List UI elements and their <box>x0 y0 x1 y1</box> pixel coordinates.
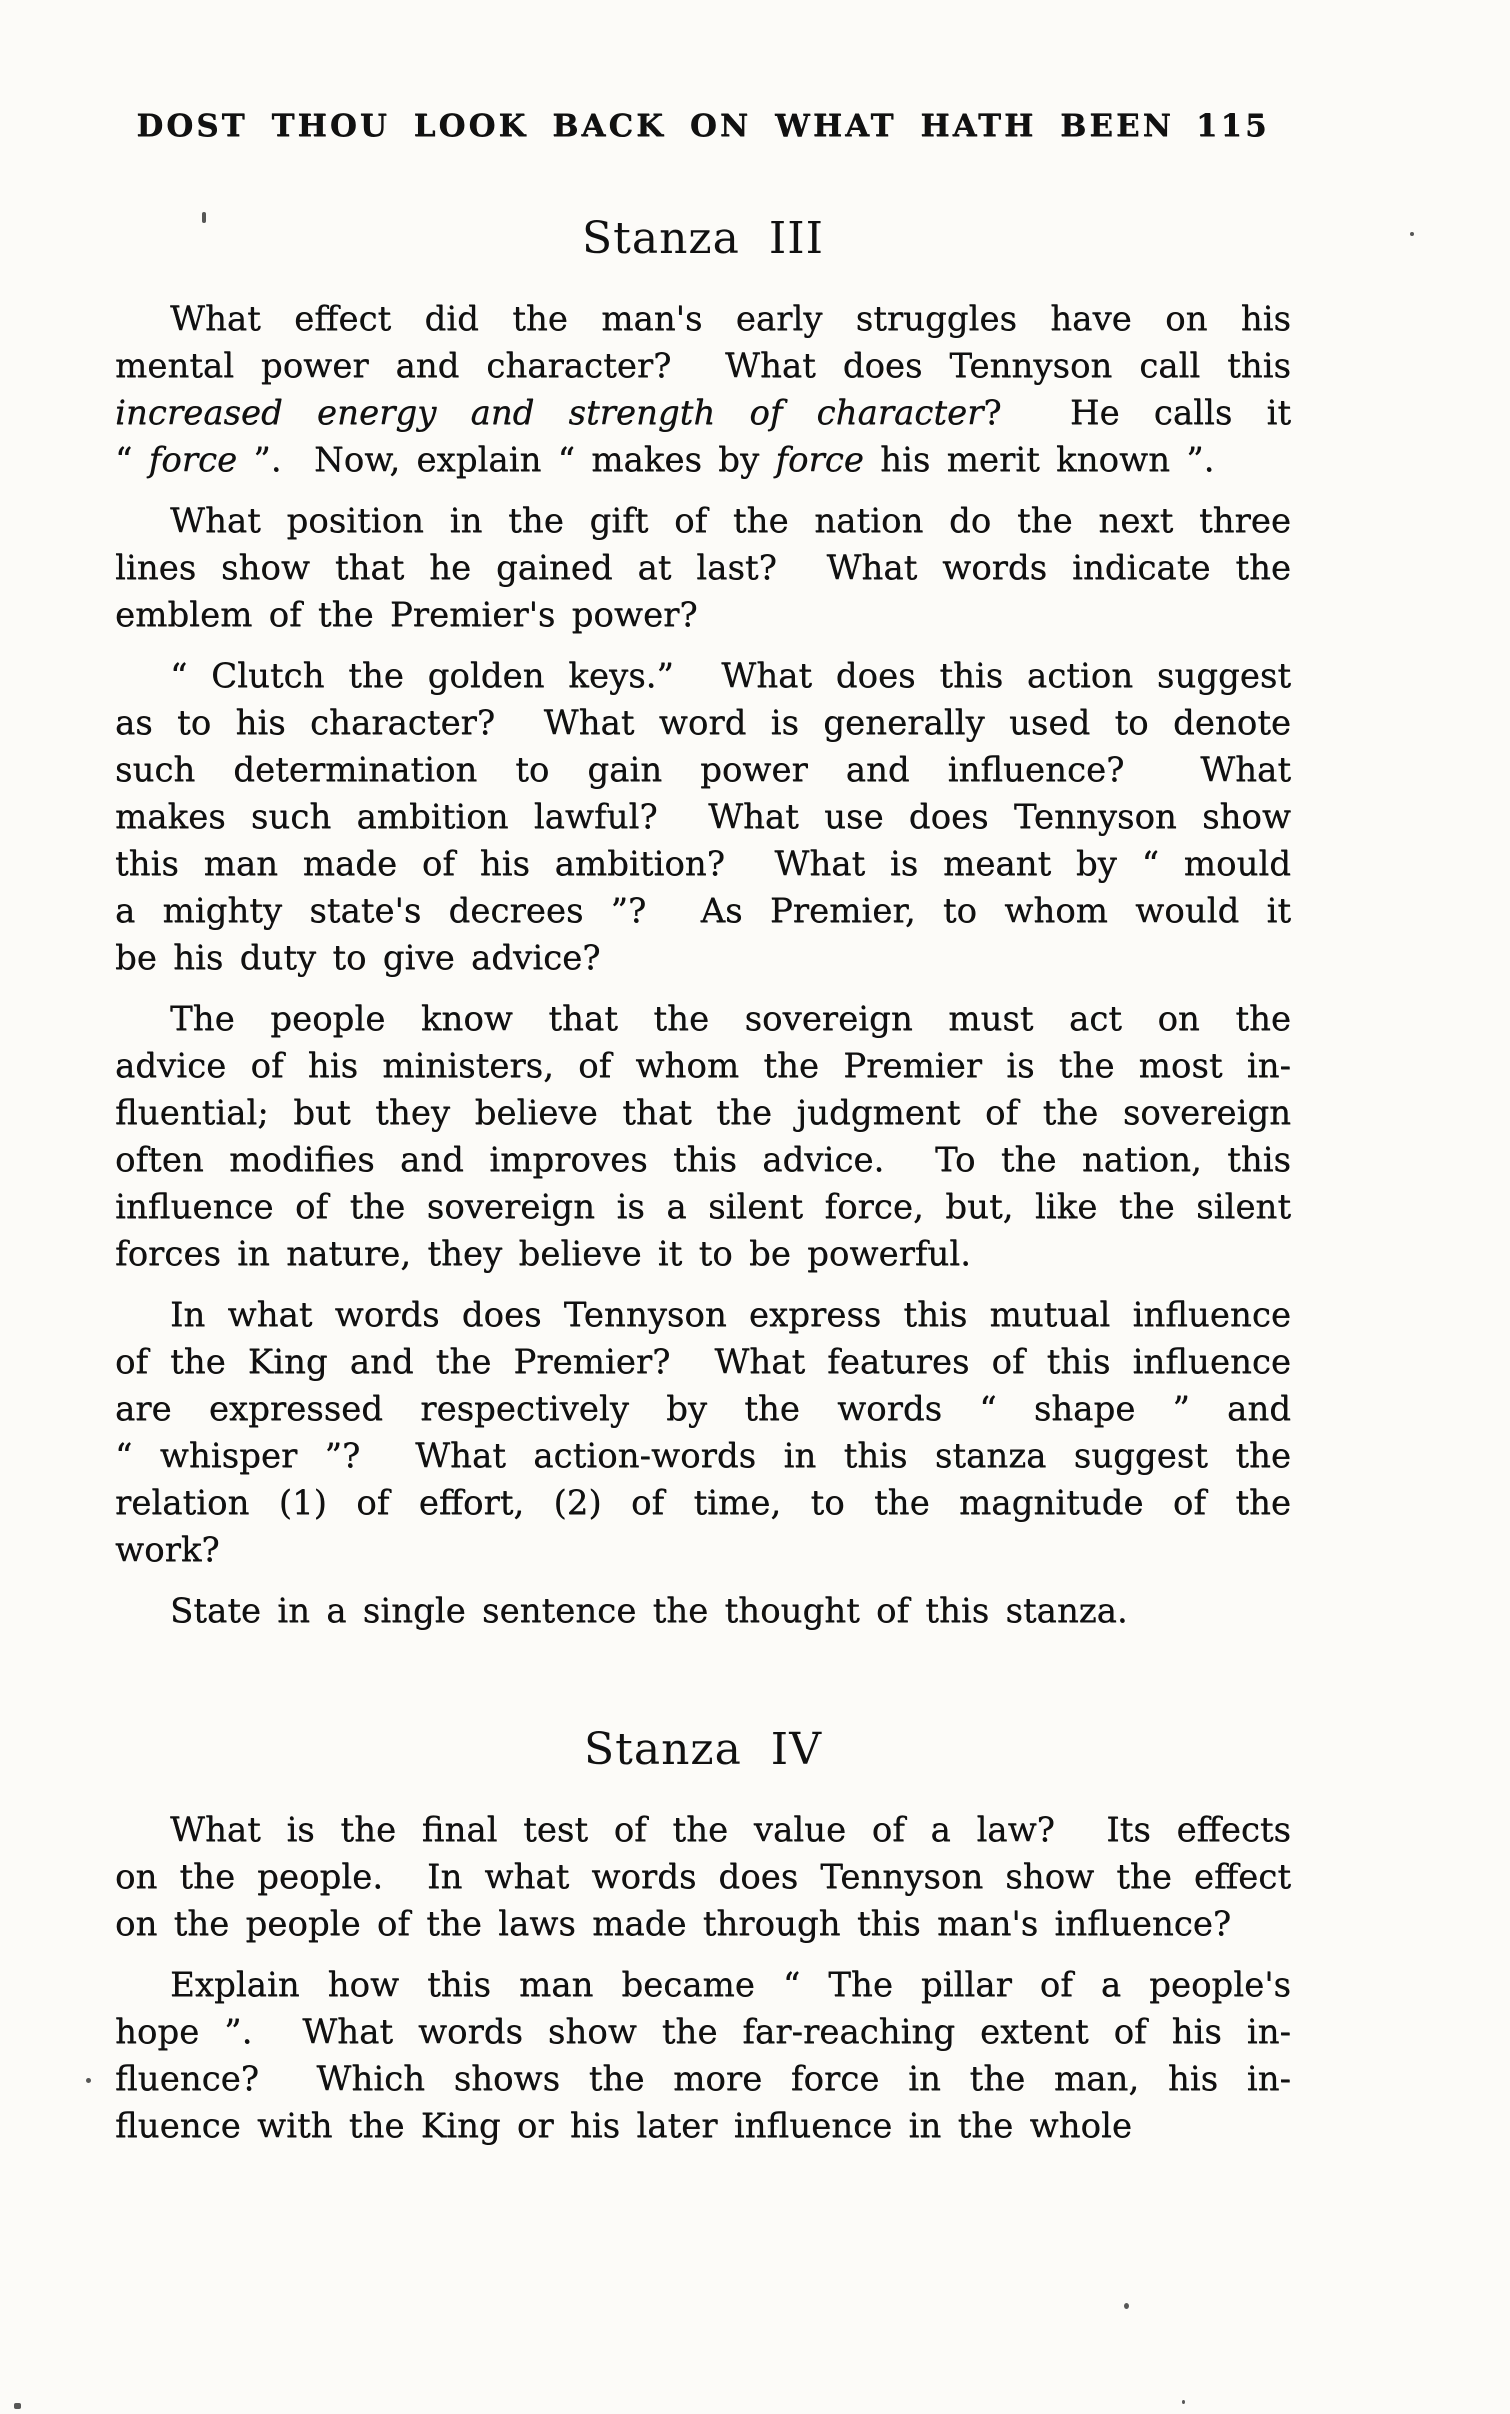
text-line <box>115 1090 1291 1137</box>
text-segment: In what words does Tennyson express this mutual influence <box>170 1295 1291 1335</box>
text-segment: “ <box>115 440 149 480</box>
scan-speck <box>1182 2400 1185 2404</box>
text-line <box>115 996 1291 1043</box>
text-segment: What effect did the man's early struggles have on his <box>170 299 1291 339</box>
text-segment: “ Clutch the golden keys.” What does this action suggest <box>170 656 1291 696</box>
italic-text-segment: force <box>775 440 864 480</box>
section-stanza-4 <box>115 1723 1291 2150</box>
scan-speck <box>202 212 206 223</box>
italic-text-segment: force <box>148 440 238 480</box>
text-segment: Explain how this man became “ The pillar of a people's <box>170 1965 1291 2005</box>
text-segment: emblem of the Premier's power? <box>115 595 698 635</box>
text-segment: The people know that the sovereign must act on the <box>170 999 1291 1039</box>
text-segment: fluence with the King or his later influence in the whole <box>115 2106 1132 2146</box>
text-line <box>115 1433 1291 1480</box>
text-line <box>115 700 1291 747</box>
text-line <box>115 1043 1291 1090</box>
text-line <box>115 1184 1291 1231</box>
italic-text-segment: increased energy and strength of character <box>115 393 984 433</box>
paragraph <box>115 1588 1291 1635</box>
text-line <box>115 935 1291 982</box>
text-line <box>115 1480 1291 1527</box>
running-head-title: DOST THOU LOOK BACK ON WHAT HATH BEEN <box>136 108 1174 144</box>
text-line <box>115 1292 1291 1339</box>
text-line <box>115 498 1291 545</box>
running-head <box>115 106 1291 146</box>
text-segment: on the people of the laws made through this man's influence? <box>115 1904 1232 1944</box>
text-segment: forces in nature, they believe it to be powerful. <box>115 1234 971 1274</box>
stanza-4-heading: Stanza IV <box>584 1724 822 1775</box>
text-segment: relation (1) of effort, (2) of time, to the magnitude of the <box>115 1483 1291 1523</box>
text-line <box>115 841 1291 888</box>
paragraph <box>115 1807 1291 1948</box>
text-line <box>115 592 1291 639</box>
text-line <box>115 1339 1291 1386</box>
text-segment: his merit known ”. <box>863 440 1215 480</box>
text-line <box>115 888 1291 935</box>
text-line <box>115 1231 1291 1278</box>
text-line <box>115 794 1291 841</box>
text-line <box>115 390 1291 437</box>
scan-speck <box>1124 2303 1129 2309</box>
text-segment: mental power and character? What does Tennyson call this <box>115 346 1291 386</box>
text-line <box>115 1386 1291 1433</box>
text-column <box>115 0 1291 2150</box>
text-segment: of the King and the Premier? What features of this influence <box>115 1342 1291 1382</box>
text-segment: be his duty to give advice? <box>115 938 601 978</box>
text-line <box>115 1807 1291 1854</box>
text-segment: What position in the gift of the nation do the next three <box>170 501 1291 541</box>
text-line <box>115 1901 1291 1948</box>
text-segment: as to his character? What word is generally used to denote <box>115 703 1291 743</box>
stanza-3-heading: Stanza III <box>582 213 824 264</box>
text-segment: fluence? Which shows the more force in the man, his in- <box>115 2059 1291 2099</box>
scan-speck <box>14 2403 21 2409</box>
text-segment: a mighty state's decrees ”? As Premier, to whom would it <box>115 891 1291 931</box>
paragraph <box>115 1962 1291 2150</box>
stanza-3-paragraphs <box>115 296 1291 1635</box>
text-segment: advice of his ministers, of whom the Premier is the most in- <box>115 1046 1291 1086</box>
scan-speck <box>86 2078 91 2083</box>
text-line <box>115 1588 1291 1635</box>
text-line <box>115 437 1291 484</box>
text-segment: lines show that he gained at last? What words indicate the <box>115 548 1291 588</box>
scan-speck <box>1410 232 1414 236</box>
text-segment: ”. Now, explain “ makes by <box>237 440 776 480</box>
paragraph <box>115 1292 1291 1574</box>
text-segment: such determination to gain power and influence? What <box>115 750 1291 790</box>
text-line <box>115 545 1291 592</box>
text-line <box>115 2009 1291 2056</box>
text-line <box>115 1854 1291 1901</box>
text-line <box>115 343 1291 390</box>
paragraph <box>115 498 1291 639</box>
text-segment: “ whisper ”? What action-words in this stanza suggest the <box>115 1436 1291 1476</box>
text-segment: makes such ambition lawful? What use does Tennyson show <box>115 797 1291 837</box>
text-line <box>115 653 1291 700</box>
text-line <box>115 1137 1291 1184</box>
section-stanza-3 <box>115 212 1291 1635</box>
text-segment: hope ”. What words show the far-reaching extent of his in- <box>115 2012 1291 2052</box>
text-segment: work? <box>115 1530 220 1570</box>
paragraph <box>115 296 1291 484</box>
text-segment: this man made of his ambition? What is meant by “ mould <box>115 844 1291 884</box>
text-line <box>115 296 1291 343</box>
text-line <box>115 2103 1291 2150</box>
page-number: 115 <box>1195 108 1270 144</box>
text-segment: on the people. In what words does Tennyson show the effect <box>115 1857 1291 1897</box>
paragraph <box>115 996 1291 1278</box>
text-segment: are expressed respectively by the words “ shape ” and <box>115 1389 1291 1429</box>
text-segment: What is the final test of the value of a law? Its effects <box>170 1810 1291 1850</box>
text-segment: ? He calls it <box>983 393 1291 433</box>
text-line <box>115 747 1291 794</box>
text-segment: often modifies and improves this advice. To the nation, this <box>115 1140 1291 1180</box>
text-line <box>115 1962 1291 2009</box>
text-segment: fluential; but they believe that the judgment of the sovereign <box>115 1093 1291 1133</box>
stanza-4-paragraphs <box>115 1807 1291 2150</box>
text-segment: State in a single sentence the thought of this stanza. <box>170 1591 1128 1631</box>
paragraph <box>115 653 1291 982</box>
text-segment: influence of the sovereign is a silent force, but, like the silent <box>115 1187 1291 1227</box>
text-line <box>115 2056 1291 2103</box>
text-line <box>115 1527 1291 1574</box>
